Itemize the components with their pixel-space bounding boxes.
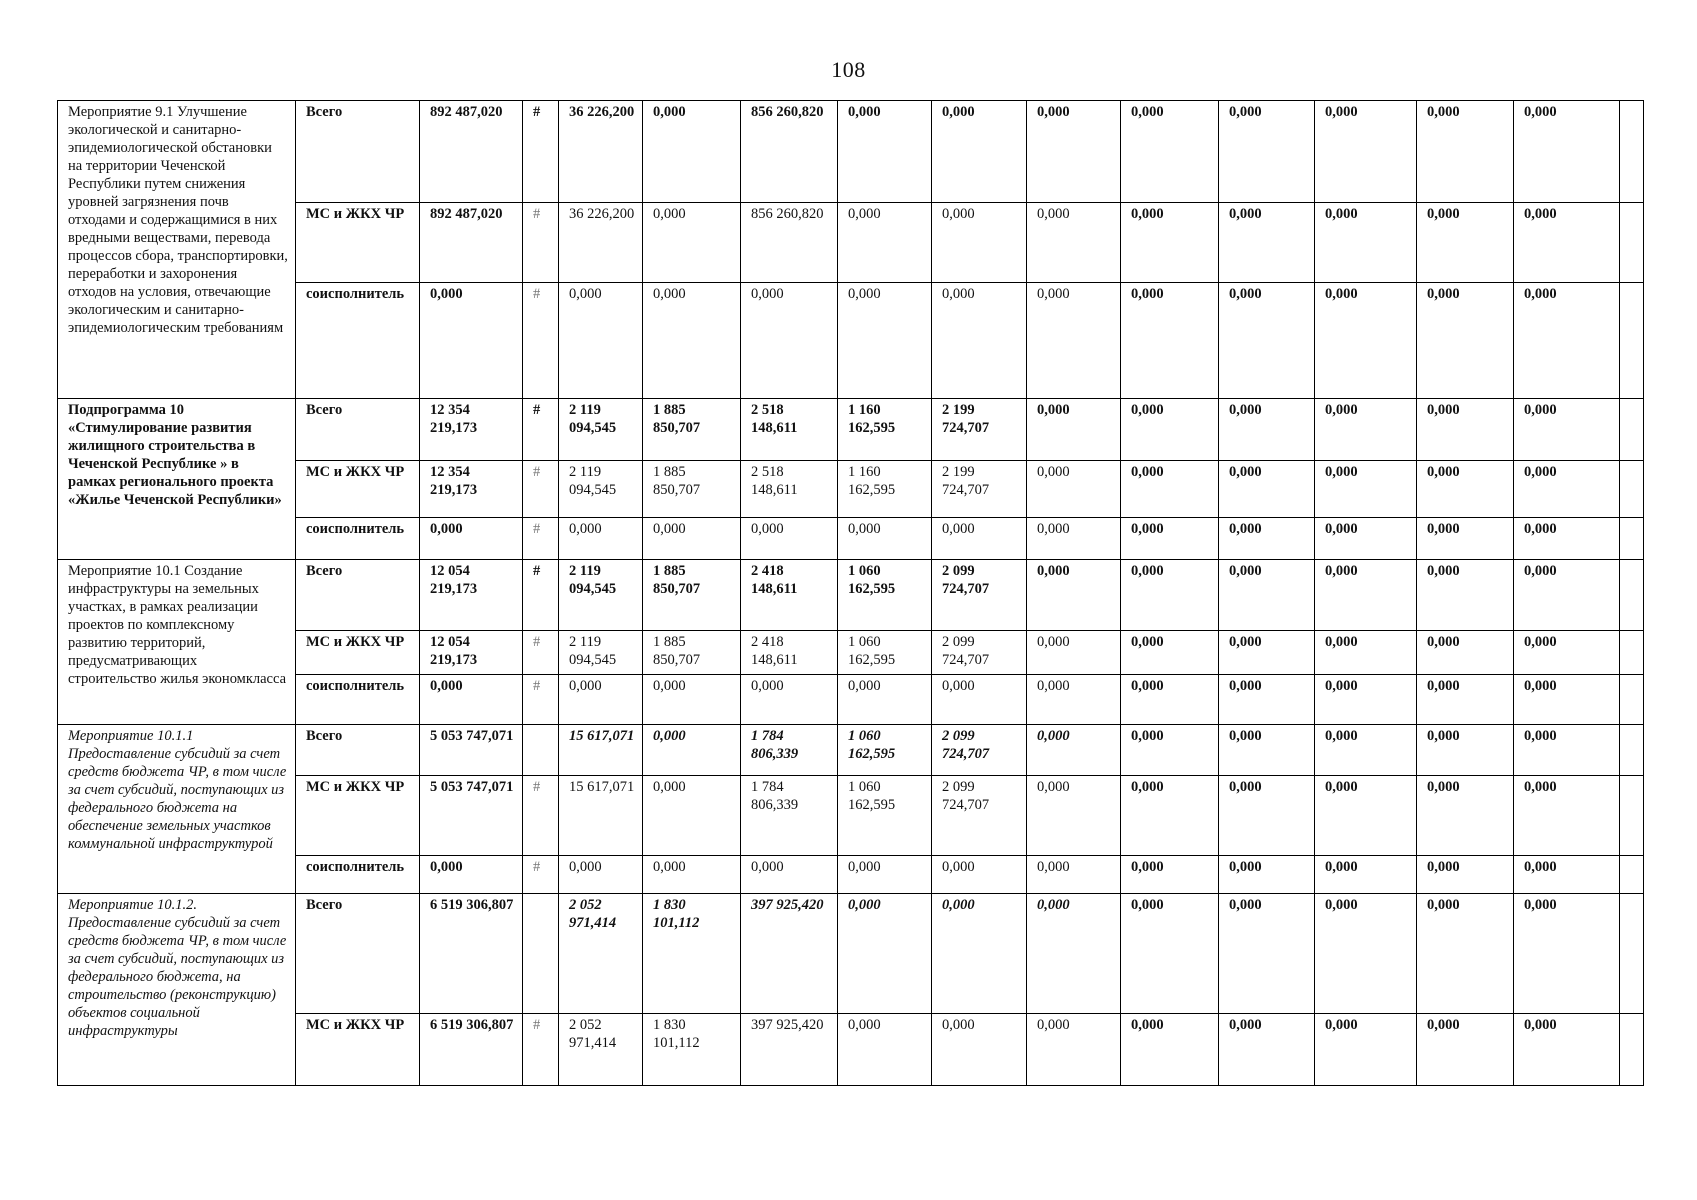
year-amount: 2 052 971,414 — [559, 894, 643, 1014]
year-amount: 0,000 — [1121, 725, 1219, 776]
year-amount: 2 199 724,707 — [932, 461, 1027, 518]
year-amount: 0,000 — [1219, 203, 1315, 283]
year-amount: 0,000 — [1219, 399, 1315, 461]
year-amount: 0,000 — [932, 283, 1027, 399]
funding-source-label: МС и ЖКХ ЧР — [296, 631, 420, 675]
overflow-marker: # — [523, 856, 559, 894]
empty-cell — [1620, 283, 1644, 399]
year-amount: 397 925,420 — [741, 1014, 838, 1086]
year-amount: 0,000 — [1315, 461, 1417, 518]
year-amount: 2 518 148,611 — [741, 461, 838, 518]
table-row — [58, 856, 1644, 894]
year-amount: 2 099 724,707 — [932, 631, 1027, 675]
year-amount: 36 226,200 — [559, 203, 643, 283]
year-amount: 36 226,200 — [559, 101, 643, 203]
year-amount: 0,000 — [1417, 675, 1514, 725]
year-amount: 0,000 — [1219, 894, 1315, 1014]
year-amount: 0,000 — [1121, 203, 1219, 283]
year-amount: 2 119 094,545 — [559, 461, 643, 518]
year-amount: 0,000 — [1219, 518, 1315, 560]
year-amount: 0,000 — [1514, 675, 1620, 725]
year-amount: 0,000 — [1121, 461, 1219, 518]
year-amount: 0,000 — [1121, 675, 1219, 725]
year-amount: 1 885 850,707 — [643, 631, 741, 675]
year-amount: 0,000 — [932, 203, 1027, 283]
table-row — [58, 399, 1644, 461]
overflow-marker: # — [523, 283, 559, 399]
year-amount: 0,000 — [1027, 856, 1121, 894]
empty-cell — [1620, 203, 1644, 283]
year-amount: 2 119 094,545 — [559, 399, 643, 461]
year-amount: 0,000 — [1121, 1014, 1219, 1086]
year-amount: 0,000 — [1027, 560, 1121, 631]
year-amount: 2 099 724,707 — [932, 776, 1027, 856]
total-amount: 0,000 — [420, 675, 523, 725]
funding-source-label: МС и ЖКХ ЧР — [296, 203, 420, 283]
year-amount: 1 060 162,595 — [838, 725, 932, 776]
year-amount: 0,000 — [1315, 101, 1417, 203]
year-amount: 0,000 — [1514, 1014, 1620, 1086]
overflow-marker: # — [523, 518, 559, 560]
year-amount: 2 099 724,707 — [932, 725, 1027, 776]
year-amount: 0,000 — [643, 725, 741, 776]
year-amount: 1 060 162,595 — [838, 560, 932, 631]
year-amount: 0,000 — [1027, 283, 1121, 399]
year-amount: 0,000 — [1121, 631, 1219, 675]
total-amount: 892 487,020 — [420, 101, 523, 203]
empty-cell — [1620, 725, 1644, 776]
year-amount: 0,000 — [1219, 776, 1315, 856]
funding-source-label: Всего — [296, 894, 420, 1014]
table-row — [58, 675, 1644, 725]
budget-table — [57, 100, 1644, 1086]
year-amount: 0,000 — [741, 856, 838, 894]
year-amount: 0,000 — [838, 203, 932, 283]
year-amount: 2 119 094,545 — [559, 631, 643, 675]
table-row — [58, 776, 1644, 856]
year-amount: 2 052 971,414 — [559, 1014, 643, 1086]
year-amount: 0,000 — [1219, 1014, 1315, 1086]
year-amount: 0,000 — [1417, 203, 1514, 283]
table-row — [58, 283, 1644, 399]
year-amount: 0,000 — [1315, 856, 1417, 894]
year-amount: 0,000 — [1315, 399, 1417, 461]
year-amount: 0,000 — [1417, 631, 1514, 675]
total-amount: 0,000 — [420, 518, 523, 560]
table-row — [58, 631, 1644, 675]
year-amount: 1 830 101,112 — [643, 894, 741, 1014]
year-amount: 1 060 162,595 — [838, 776, 932, 856]
year-amount: 0,000 — [1514, 101, 1620, 203]
year-amount: 0,000 — [559, 283, 643, 399]
year-amount: 0,000 — [1121, 101, 1219, 203]
year-amount: 0,000 — [643, 283, 741, 399]
total-amount: 0,000 — [420, 283, 523, 399]
total-amount: 12 054 219,173 — [420, 631, 523, 675]
total-amount: 892 487,020 — [420, 203, 523, 283]
year-amount: 0,000 — [1219, 675, 1315, 725]
year-amount: 0,000 — [1027, 776, 1121, 856]
year-amount: 856 260,820 — [741, 101, 838, 203]
funding-source-label: соисполнитель — [296, 518, 420, 560]
year-amount: 1 885 850,707 — [643, 399, 741, 461]
year-amount: 0,000 — [643, 675, 741, 725]
table-row — [58, 725, 1644, 776]
funding-source-label: МС и ЖКХ ЧР — [296, 776, 420, 856]
year-amount: 0,000 — [838, 518, 932, 560]
table-row — [58, 560, 1644, 631]
total-amount: 12 354 219,173 — [420, 461, 523, 518]
year-amount: 0,000 — [1417, 560, 1514, 631]
year-amount: 15 617,071 — [559, 725, 643, 776]
year-amount: 0,000 — [643, 776, 741, 856]
year-amount: 0,000 — [932, 1014, 1027, 1086]
year-amount: 0,000 — [1315, 894, 1417, 1014]
year-amount: 0,000 — [643, 518, 741, 560]
year-amount: 0,000 — [1219, 283, 1315, 399]
year-amount: 0,000 — [1315, 560, 1417, 631]
funding-source-label: МС и ЖКХ ЧР — [296, 1014, 420, 1086]
year-amount: 0,000 — [1417, 518, 1514, 560]
year-amount: 0,000 — [1514, 518, 1620, 560]
funding-source-label: соисполнитель — [296, 283, 420, 399]
funding-source-label: Всего — [296, 399, 420, 461]
year-amount: 0,000 — [1315, 631, 1417, 675]
year-amount: 0,000 — [1027, 725, 1121, 776]
year-amount: 0,000 — [1514, 399, 1620, 461]
year-amount: 0,000 — [1219, 725, 1315, 776]
table-row — [58, 894, 1644, 1014]
year-amount: 0,000 — [1121, 776, 1219, 856]
total-amount: 5 053 747,071 — [420, 725, 523, 776]
year-amount: 0,000 — [741, 675, 838, 725]
year-amount: 0,000 — [643, 203, 741, 283]
year-amount: 1 885 850,707 — [643, 560, 741, 631]
year-amount: 0,000 — [643, 101, 741, 203]
year-amount: 0,000 — [838, 283, 932, 399]
year-amount: 0,000 — [1514, 856, 1620, 894]
year-amount: 0,000 — [1417, 399, 1514, 461]
empty-cell — [1620, 675, 1644, 725]
table-row — [58, 203, 1644, 283]
year-amount: 856 260,820 — [741, 203, 838, 283]
empty-cell — [1620, 1014, 1644, 1086]
year-amount: 2 418 148,611 — [741, 631, 838, 675]
activity-name: Мероприятие 10.1.1 Предоставление субсидий за счет средств бюджета ЧР, в том числе за счет субсидий, поступающих из федерального бюджета на обеспечение земельных участков коммунальной инфраструктурой — [58, 725, 296, 894]
empty-cell — [1620, 856, 1644, 894]
year-amount: 0,000 — [559, 518, 643, 560]
year-amount: 1 784 806,339 — [741, 776, 838, 856]
year-amount: 0,000 — [1027, 518, 1121, 560]
year-amount: 0,000 — [1121, 894, 1219, 1014]
total-amount: 6 519 306,807 — [420, 1014, 523, 1086]
year-amount: 0,000 — [1219, 560, 1315, 631]
funding-source-label: Всего — [296, 560, 420, 631]
year-amount: 0,000 — [1121, 560, 1219, 631]
year-amount: 0,000 — [932, 894, 1027, 1014]
activity-name: Мероприятие 10.1 Создание инфраструктуры на земельных участках, в рамках реализации проектов по комплексному развитию территорий, предусматривающих строительство жилья экономкласса — [58, 560, 296, 725]
funding-source-label: Всего — [296, 725, 420, 776]
empty-cell — [1620, 776, 1644, 856]
empty-cell — [1620, 894, 1644, 1014]
year-amount: 2 518 148,611 — [741, 399, 838, 461]
total-amount: 0,000 — [420, 856, 523, 894]
year-amount: 0,000 — [1027, 894, 1121, 1014]
year-amount: 0,000 — [1315, 518, 1417, 560]
overflow-marker: # — [523, 675, 559, 725]
year-amount: 0,000 — [1417, 461, 1514, 518]
funding-source-label: соисполнитель — [296, 856, 420, 894]
year-amount: 1 160 162,595 — [838, 399, 932, 461]
year-amount: 0,000 — [932, 675, 1027, 725]
year-amount: 0,000 — [932, 518, 1027, 560]
year-amount: 0,000 — [1514, 894, 1620, 1014]
overflow-marker: # — [523, 203, 559, 283]
year-amount: 0,000 — [741, 518, 838, 560]
overflow-marker: # — [523, 399, 559, 461]
overflow-marker — [523, 894, 559, 1014]
empty-cell — [1620, 631, 1644, 675]
year-amount: 2 119 094,545 — [559, 560, 643, 631]
year-amount: 0,000 — [1315, 675, 1417, 725]
year-amount: 0,000 — [1027, 1014, 1121, 1086]
year-amount: 0,000 — [1121, 518, 1219, 560]
year-amount: 1 060 162,595 — [838, 631, 932, 675]
empty-cell — [1620, 399, 1644, 461]
year-amount: 0,000 — [1417, 776, 1514, 856]
year-amount: 2 199 724,707 — [932, 399, 1027, 461]
total-amount: 6 519 306,807 — [420, 894, 523, 1014]
activity-name: Подпрограмма 10 «Стимулирование развития жилищного строительства в Чеченской Республике » в рамках регионального проекта «Жилье Чеченской Республики» — [58, 399, 296, 560]
year-amount: 1 784 806,339 — [741, 725, 838, 776]
year-amount: 0,000 — [1514, 725, 1620, 776]
year-amount: 1 885 850,707 — [643, 461, 741, 518]
year-amount: 0,000 — [1514, 560, 1620, 631]
year-amount: 0,000 — [1219, 101, 1315, 203]
year-amount: 0,000 — [1027, 461, 1121, 518]
overflow-marker: # — [523, 631, 559, 675]
year-amount: 0,000 — [932, 856, 1027, 894]
year-amount: 0,000 — [643, 856, 741, 894]
overflow-marker: # — [523, 776, 559, 856]
year-amount: 0,000 — [838, 1014, 932, 1086]
year-amount: 0,000 — [1027, 675, 1121, 725]
year-amount: 1 830 101,112 — [643, 1014, 741, 1086]
table-row — [58, 101, 1644, 203]
year-amount: 0,000 — [1315, 725, 1417, 776]
year-amount: 0,000 — [838, 894, 932, 1014]
year-amount: 0,000 — [741, 283, 838, 399]
funding-source-label: соисполнитель — [296, 675, 420, 725]
year-amount: 0,000 — [838, 101, 932, 203]
activity-name: Мероприятие 9.1 Улучшение экологической и санитарно-эпидемиологической обстановки на территории Чеченской Республики путем снижения уровней загрязнения почв отходами и содержащимися в них вредными веществами, перевода процессов сбора, транспортировки, переработки и захоронения отходов на условия, отвечающие экологическим и санитарно-эпидемиологическим требованиям — [58, 101, 296, 399]
total-amount: 12 054 219,173 — [420, 560, 523, 631]
year-amount: 0,000 — [932, 101, 1027, 203]
year-amount: 1 160 162,595 — [838, 461, 932, 518]
overflow-marker: # — [523, 1014, 559, 1086]
year-amount: 0,000 — [1417, 283, 1514, 399]
year-amount: 397 925,420 — [741, 894, 838, 1014]
year-amount: 0,000 — [1219, 856, 1315, 894]
year-amount: 0,000 — [1514, 283, 1620, 399]
total-amount: 5 053 747,071 — [420, 776, 523, 856]
empty-cell — [1620, 518, 1644, 560]
funding-source-label: Всего — [296, 101, 420, 203]
year-amount: 0,000 — [1027, 399, 1121, 461]
year-amount: 0,000 — [1219, 631, 1315, 675]
table-row — [58, 461, 1644, 518]
year-amount: 0,000 — [1417, 856, 1514, 894]
empty-cell — [1620, 101, 1644, 203]
year-amount: 0,000 — [1121, 399, 1219, 461]
year-amount: 0,000 — [838, 675, 932, 725]
year-amount: 0,000 — [1514, 461, 1620, 518]
year-amount: 0,000 — [1027, 203, 1121, 283]
table-row — [58, 1014, 1644, 1086]
total-amount: 12 354 219,173 — [420, 399, 523, 461]
year-amount: 0,000 — [1514, 203, 1620, 283]
year-amount: 2 418 148,611 — [741, 560, 838, 631]
year-amount: 0,000 — [838, 856, 932, 894]
year-amount: 0,000 — [1514, 631, 1620, 675]
empty-cell — [1620, 560, 1644, 631]
funding-source-label: МС и ЖКХ ЧР — [296, 461, 420, 518]
year-amount: 0,000 — [1121, 283, 1219, 399]
overflow-marker: # — [523, 101, 559, 203]
year-amount: 0,000 — [1417, 1014, 1514, 1086]
year-amount: 15 617,071 — [559, 776, 643, 856]
year-amount: 0,000 — [1027, 631, 1121, 675]
year-amount: 2 099 724,707 — [932, 560, 1027, 631]
year-amount: 0,000 — [1315, 203, 1417, 283]
empty-cell — [1620, 461, 1644, 518]
year-amount: 0,000 — [1315, 283, 1417, 399]
year-amount: 0,000 — [1417, 894, 1514, 1014]
overflow-marker — [523, 725, 559, 776]
year-amount: 0,000 — [1027, 101, 1121, 203]
year-amount: 0,000 — [1219, 461, 1315, 518]
year-amount: 0,000 — [1315, 776, 1417, 856]
table-row — [58, 518, 1644, 560]
overflow-marker: # — [523, 461, 559, 518]
page-number: 108 — [831, 57, 866, 82]
activity-name: Мероприятие 10.1.2. Предоставление субсидий за счет средств бюджета ЧР, в том числе за счет субсидий, поступающих из федерального бюджета, на строительство (реконструкцию) объектов социальной инфраструктуры — [58, 894, 296, 1086]
year-amount: 0,000 — [1417, 101, 1514, 203]
year-amount: 0,000 — [559, 675, 643, 725]
year-amount: 0,000 — [1315, 1014, 1417, 1086]
overflow-marker: # — [523, 560, 559, 631]
year-amount: 0,000 — [1514, 776, 1620, 856]
year-amount: 0,000 — [1121, 856, 1219, 894]
year-amount: 0,000 — [1417, 725, 1514, 776]
year-amount: 0,000 — [559, 856, 643, 894]
